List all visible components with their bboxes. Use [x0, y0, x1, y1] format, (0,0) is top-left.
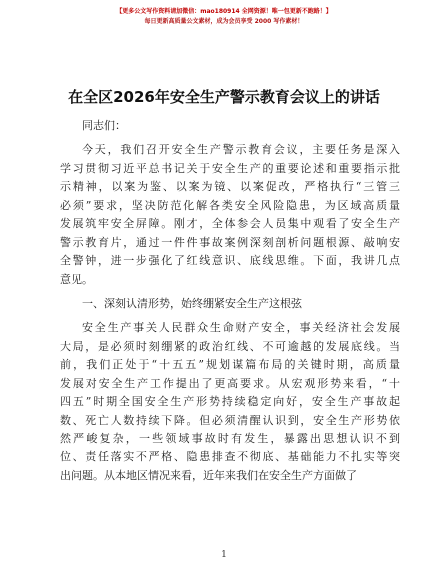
- section-heading: [60, 295, 400, 313]
- text-line: 安全生产事关人民群众生命财产安全，事关经济社会发展: [82, 321, 400, 335]
- document-body: [60, 117, 400, 485]
- text-line: 必须”要求，坚决防范化解各类安全风险隐患，为区域高质量: [60, 198, 400, 212]
- text-line: 然严峻复杂，一些领域事故时有发生，暴露出思想认识不到: [60, 432, 400, 445]
- text-line: 示精神，以案为鉴、以案为镜、以案促改，严格执行“三管三: [60, 180, 400, 194]
- text-line: 数、死亡人数持续下降。但必须清醒认识到，安全生产形势依: [60, 413, 400, 427]
- paragraph: [60, 141, 400, 289]
- text-line: 前，我们正处于“十五五”规划谋篇布局的关键时期，高质量: [60, 358, 400, 372]
- text-line: 学习贯彻习近平总书记关于安全生产的重要论述和重要指示批: [60, 161, 400, 175]
- text-line: 发展对安全生产工作提出了更高要求。从宏观形势来看，“十: [60, 376, 400, 390]
- paragraph: [60, 319, 400, 485]
- text-line: 发展筑牢安全屏障。刚才，全体参会人员集中观看了安全生产: [60, 217, 400, 231]
- text-line: 全警钟，进一步强化了红线意识、底线思维。下面，我讲几点: [60, 254, 400, 268]
- document-title: 在全区2026年安全生产警示教育会议上的讲话: [68, 88, 380, 106]
- text-line: 四五”时期全国安全生产形势持续稳定向好，安全生产事故起: [60, 395, 400, 409]
- text-line: 今天，我们召开安全生产警示教育会议，主要任务是深入: [82, 143, 400, 157]
- promo-banner: [0, 7, 448, 27]
- page-number: 1: [221, 550, 227, 560]
- text-line: 出问题。从本地区情况来看，近年来我们在安全生产方面做了: [60, 468, 357, 482]
- text-line: 位、责任落实不严格、隐患排查不彻底、基础能力不扎实等突: [60, 450, 400, 464]
- greeting: 同志们：: [82, 119, 126, 132]
- text-line: 意见。: [60, 272, 93, 286]
- text-line: 大局，是必须时刻绷紧的政治红线、不可逾越的发展底线。当: [60, 339, 400, 353]
- text-line: 一、深刻认清形势，始终绷紧安全生产这根弦: [82, 296, 302, 310]
- paragraphs: [60, 141, 400, 485]
- text-line: 警示教育片，通过一件件事故案例深刻剖析问题根源、敲响安: [60, 235, 400, 249]
- promo-banner-line-2: 每日更新高质量公文素材，成为会员享受 2000 写作素材！: [144, 18, 304, 25]
- promo-banner-line-1: 【更多公文写作资料请加微信：mao180914 全网资源！唯一包更新不跑路！】: [116, 8, 332, 15]
